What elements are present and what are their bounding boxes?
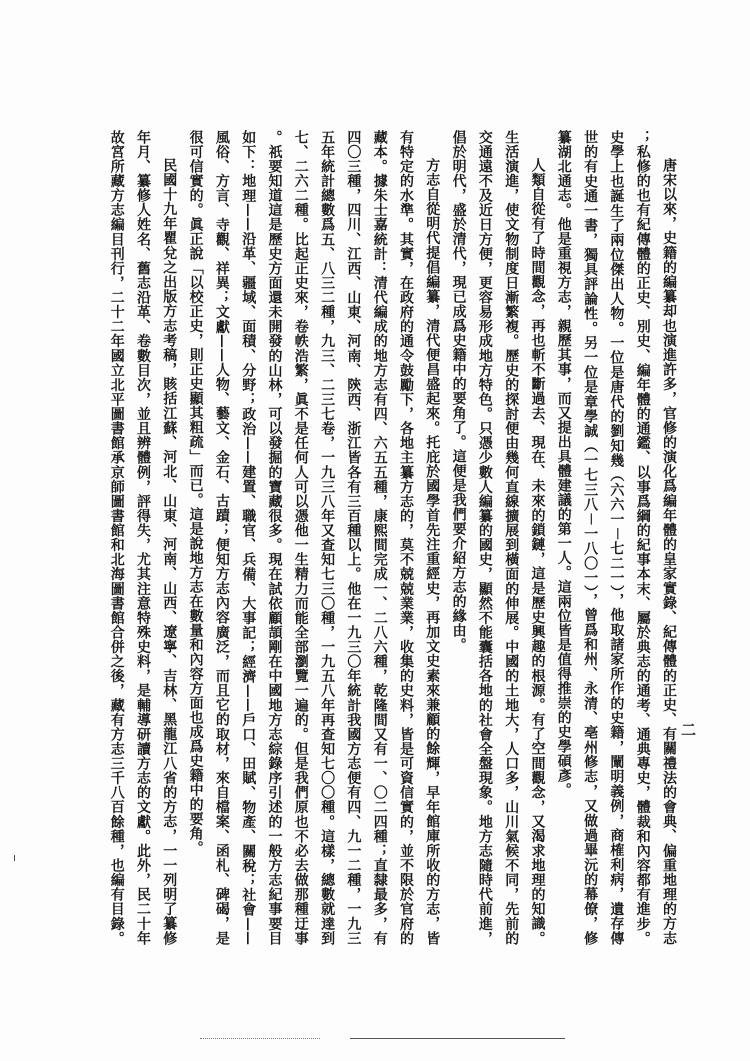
text-column: 倡於明代，盛於清代，現已成爲史籍中的要角了。這便是我們要介紹方志的緣由。 <box>450 130 467 652</box>
text-column: 交通遠不及近日方便，更容易形成地方特色。只憑少數人編纂的國史，顯然不能囊括各地的社會全盤現象。地方志隨時代前進， <box>476 130 493 945</box>
text-column: 有特定的水準。其實，在政府的通令鼓勵下，各地主纂方志的，莫不兢兢業業，收集的史料，皆是可資信實的，並不限於官府的 <box>398 130 414 945</box>
text-column: 世的有史通一書，獨具評論性。另一位是章學誠（一七三八－一八〇一），曾爲和州、永清、亳州修志，又做過畢沅的幕僚，修 <box>582 130 599 945</box>
scan-speck <box>14 855 15 861</box>
text-column: 生活演進，使文物制度日漸繁複。歷史的探討便由幾何直線擴展到橫面的伸展。中國的土地大，人口多，山川氣候不同，先前的 <box>503 130 520 945</box>
paragraph-start-column: 人類自從有了時間觀念，再也斬不斷過去、現在、未來的鎖鏈，這是歷史興趣的根源。有了空間觀念，又渴求地理的知識。 <box>529 158 546 945</box>
scan-artifact-line <box>200 1038 320 1039</box>
text-column: 很可信實的。眞正說「以校正史，則正史顯其粗疏」而已。這是說地方志在數量和內容方面也成爲史籍中的要角。 <box>187 130 204 855</box>
text-column: 如下：地理——沿革、疆域、面積、分野；政治——建置、職官、兵備、大事記；經濟——戶口、田賦、物產、關稅；社會—— <box>240 130 257 945</box>
paragraph-start-column: 方志自從明代提倡編纂，清代便昌盛起來。托庇於國學首先注重經史，再加文史素來兼顧的餘輝，早年館庫所收的方志，皆 <box>424 158 441 945</box>
text-column: 風俗、方言、寺觀、祥異；文獻——人物、藝文、金石、古蹟；便知方志內容廣泛，而且它的取材，來自檔案、函札、碑碣，是 <box>213 130 230 945</box>
text-column: 年月、纂修人姓名、舊志沿革、卷數目次，並且辨體例，評得失，尤其注意特殊史料，是輔導研讀方志的文獻。此外，民二十年 <box>135 130 151 945</box>
text-column: 五年統計總數爲五、八三二種，九三、二三七卷，一九三八年又查知七三〇種，一九五八年再查知七〇〇種。這樣，總數就達到 <box>319 130 336 945</box>
text-column: 四〇三種，四川、江西、山東、河南、陝西、浙江皆各有三百種以上。他在一九三〇年統計我國方志便有四、九一二種，一九三 <box>345 130 362 945</box>
paragraph-start-column: 民國十九年瞿兌之出版方志考稿，賅括江蘇、河北、山東、河南、山西、遼寧、吉林、黑龍江八省的方志，一一列明了纂修 <box>161 158 178 945</box>
page-number: 二 <box>679 722 697 737</box>
text-column: 。祇要知道這是歷史方面還未開發的山林，可以發掘的寶藏很多。現在試依顧頡剛在中國地方志綜錄序引述的一般方志紀事要目 <box>266 130 283 945</box>
text-column: 史學上也誕生了兩位傑出人物。一位是唐代的劉知幾（六六一－七二一），他取諸家所作的史籍，闡明義例，商榷利病，遺存傳 <box>608 130 625 945</box>
scan-artifact-line <box>350 1038 565 1039</box>
text-column: 藏本。據朱士嘉統計：清代編成的地方志有四、六五五種，康熙間完成一、二八六種，乾隆間又有一、〇二四種；直隸最多，有 <box>371 130 388 945</box>
paragraph-start-column: 唐宋以來，史籍的編纂却也演進許多，官修的演化爲編年體的皇家實錄、紀傳體的正史、有關禮法的會典、偏重地理的方志 <box>661 158 677 945</box>
text-column: 纂湖北通志。他是重視方志，親歷其事，而又提出具體建議的第一人。這兩位皆是值得推崇的史學碩彥。 <box>555 130 572 797</box>
text-column: 七、二六二種。比起正史來，卷帙浩繁，眞不是任何人可以憑他一生精力而能全部瀏覽一遍的。但是我們原也不必去做那種迂事 <box>292 130 309 945</box>
text-column: ；私修的也有紀傳體的正史、別史、編年體的通鑑、以事爲綱的紀事本末、屬於典志的通考、通典專史，體裁和內容都有進步。 <box>634 130 651 945</box>
text-column: 故宮所藏方志編目刊行，二十二年國立北平圖書館承京師圖書館和北海圖書館合併之後，藏有方志三千八百餘種，也編有目錄。 <box>108 130 125 945</box>
